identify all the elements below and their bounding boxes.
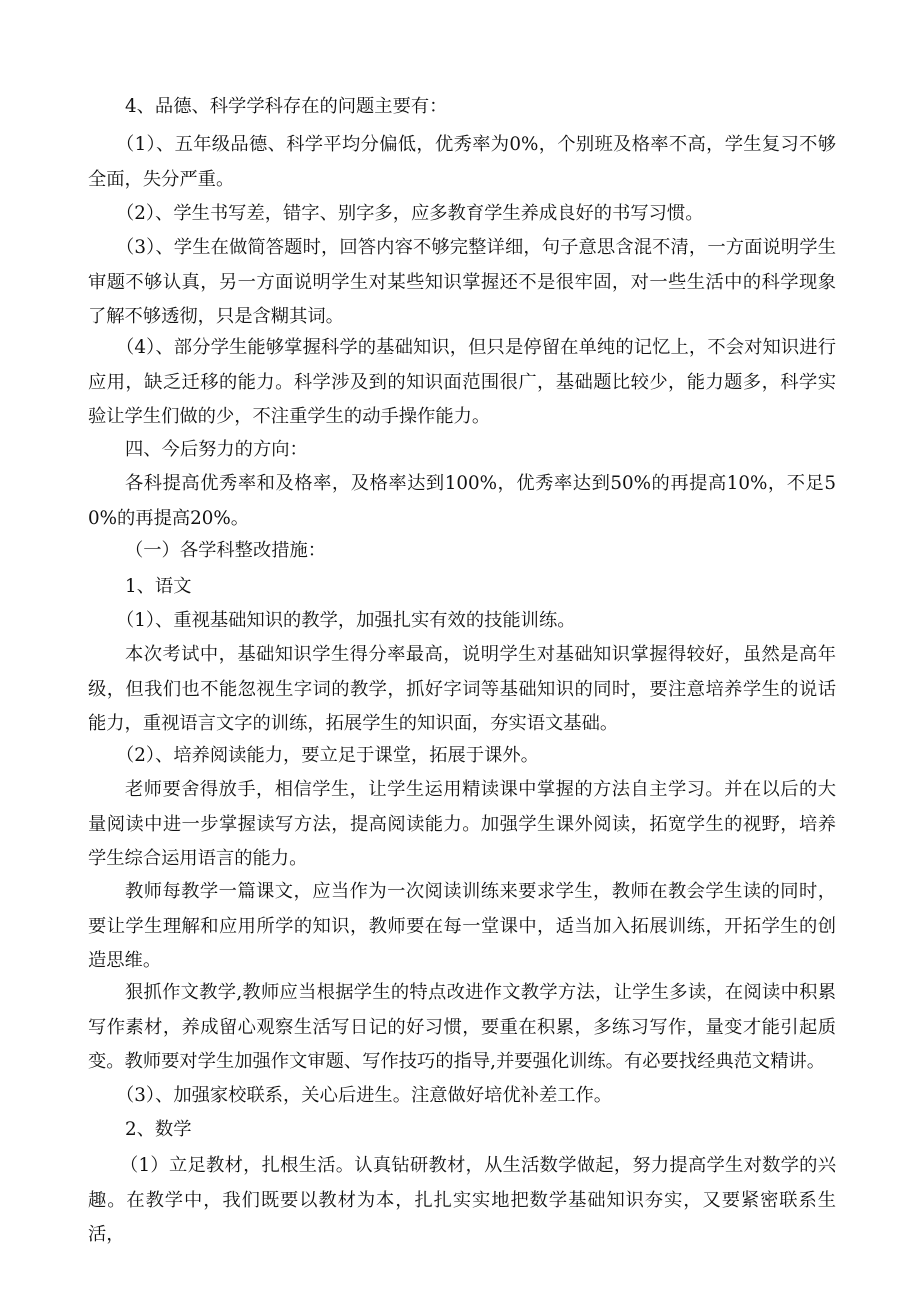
- paragraph-issue-3: （3）、学生在做简答题时，回答内容不够完整详细，句子意思含混不清，一方面说明学生审题不够认真，另一方面说明学生对某些知识掌握还不是很牢固，对一些生活中的科学现象了解不够透彻，只是含糊其词。: [88, 237, 836, 327]
- paragraph-math-1: （1）立足教材，扎根生活。认真钻研教材，从生活数学做起，努力提高学生对数学的兴趣。在教学中，我们既要以教材为本，扎扎实实地把数学基础知识夯实，又要紧密联系生活，: [88, 1155, 836, 1245]
- paragraph-issue-4: （4）、部分学生能够掌握科学的基础知识，但只是停留在单纯的记忆上，不会对知识进行应用，缺乏迁移的能力。科学涉及到的知识面范围很广，基础题比较少，能力题多，科学实验让学生们做的少，不注重学生的动手操作能力。: [88, 337, 836, 427]
- heading-issues-moral-science: 4、品德、科学学科存在的问题主要有：: [125, 96, 448, 117]
- paragraph-chinese-2-title: （2）、培养阅读能力，要立足于课堂，拓展于课外。: [116, 745, 539, 766]
- paragraph-chinese-2-body-b: 教师每教学一篇课文，应当作为一次阅读训练来要求学生，教师在教会学生读的同时，要让学生理解和应用所学的知识，教师要在每一堂课中，适当加入拓展训练，开拓学生的创造思维。: [88, 881, 836, 971]
- paragraph-issue-1: （1）、五年级品德、科学平均分偏低，优秀率为0%，个别班及格率不高，学生复习不够全面，失分严重。: [88, 134, 836, 190]
- paragraph-issue-2: （2）、学生书写差，错字、别字多，应多教育学生养成良好的书写习惯。: [116, 203, 704, 224]
- paragraph-targets: 各科提高优秀率和及格率，及格率达到100%，优秀率达到50%的再提高10%，不足50%的再提高20%。: [88, 473, 836, 529]
- subheading-math: 2、数学: [125, 1119, 192, 1140]
- paragraph-chinese-2-body-c: 狠抓作文教学,教师应当根据学生的特点改进作文教学方法，让学生多读，在阅读中积累写作素材，养成留心观察生活写日记的好习惯，要重在积累，多练习写作，量变才能引起质变。教师要对学生加强作文审题、写作技巧的指导,并要强化训练。有必要找经典范文精讲。: [88, 982, 836, 1072]
- paragraph-chinese-2-body-a: 老师要舍得放手，相信学生，让学生运用精读课中掌握的方法自主学习。并在以后的大量阅读中进一步掌握读写方法，提高阅读能力。加强学生课外阅读，拓宽学生的视野，培养学生综合运用语言的能力。: [88, 779, 836, 869]
- paragraph-chinese-3-title: （3）、加强家校联系，关心后进生。注意做好培优补差工作。: [116, 1085, 613, 1106]
- subheading-chinese: 1、语文: [125, 576, 192, 597]
- paragraph-chinese-1-body: 本次考试中，基础知识学生得分率最高，说明学生对基础知识掌握得较好，虽然是高年级，但我们也不能忽视生字词的教学，抓好字词等基础知识的同时，要注意培养学生的说话能力，重视语言文字的训练，拓展学生的知识面，夯实语文基础。: [88, 644, 836, 734]
- section-heading-future-direction: 四、今后努力的方向：: [125, 439, 308, 460]
- paragraph-chinese-1-title: （1）、重视基础知识的教学，加强扎实有效的技能训练。: [116, 610, 576, 631]
- subheading-rectification-measures: （一）各学科整改措施：: [125, 540, 327, 561]
